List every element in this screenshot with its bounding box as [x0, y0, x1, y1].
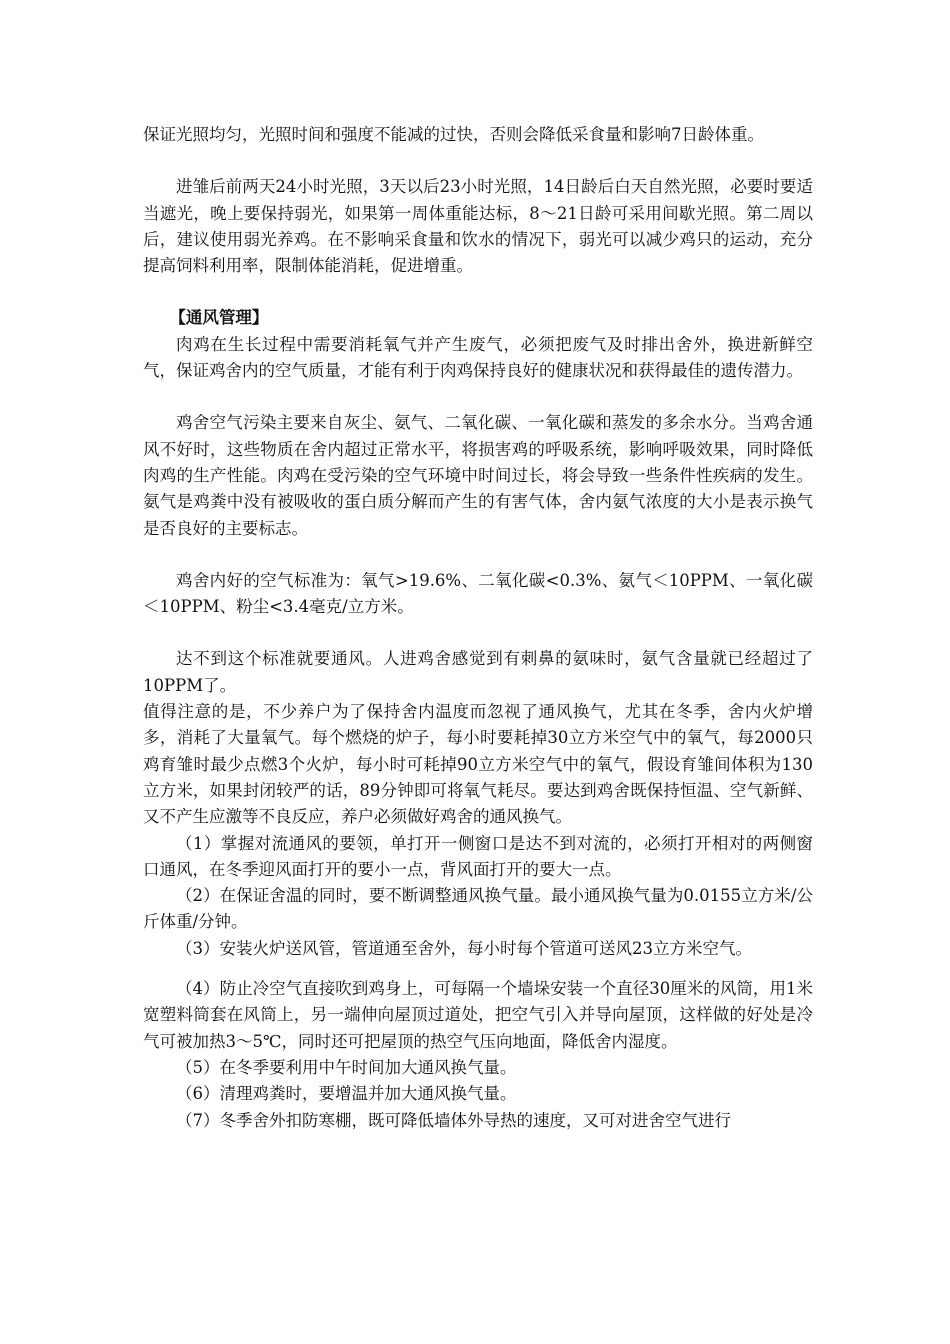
list-item-5: （5）在冬季要利用中午时间加大通风换气量。 [176, 1057, 517, 1077]
list-item-7: （7）冬季舍外扣防寒棚，既可降低墙体外导热的速度，又可对进舍空气进行 [176, 1110, 731, 1130]
paragraph-ventilation-intro: 肉鸡在生长过程中需要消耗氧气并产生废气，必须把废气及时排出舍外，换进新鲜空气，保证鸡舍内的空气质量，才能有利于肉鸡保持良好的健康状况和获得最佳的遗传潜力。 [143, 334, 813, 381]
section-heading-ventilation: 【通风管理】 [169, 308, 269, 328]
paragraph-air-standard: 鸡舍内好的空气标准为：氧气>19.6%、二氧化碳<0.3%、氨气＜10PPM、一氧化碳＜10PPM、粉尘<3.4毫克/立方米。 [143, 570, 813, 617]
document-page [143, 122, 813, 1134]
list-item-3: （3）安装火炉送风管，管道通至舍外，每小时每个管道可送风23立方米空气。 [176, 938, 752, 958]
paragraph-lighting-uniform: 保证光照均匀，光照时间和强度不能减的过快，否则会降低采食量和影响7日龄体重。 [143, 125, 764, 144]
list-item-6: （6）清理鸡粪时，要增温并加大通风换气量。 [176, 1084, 517, 1104]
paragraph-ventilation-need: 达不到这个标准就要通风。人进鸡舍感觉到有刺鼻的氨味时，氨气含量就已经超过了10PPM了。 [143, 649, 813, 695]
list-item-1: （1）掌握对流通风的要领，单打开一侧窗口是达不到对流的，必须打开相对的两侧窗口通风，在冬季迎风面打开的要小一点，背风面打开的要大一点。 [143, 833, 813, 879]
list-item-4: （4）防止冷空气直接吹到鸡身上，可每隔一个墙垛安装一个直径30厘米的风筒，用1米宽塑料筒套在风筒上，另一端伸向屋顶过道处，把空气引入并导向屋顶，这样做的好处是冷气可被加热3～5℃，同时还可把屋顶的热空气压向地面，降低舍内湿度。 [143, 979, 813, 1051]
paragraph-air-pollution: 鸡舍空气污染主要来自灰尘、氨气、二氧化碳、一氧化碳和蒸发的多余水分。当鸡舍通风不好时，这些物质在舍内超过正常水平，将损害鸡的呼吸系统，影响呼吸效果，同时降低肉鸡的生产性能。肉鸡在受污染的空气环境中时间过长，将会导致一些条件性疾病的发生。氨气是鸡粪中没有被吸收的蛋白质分解而产生的有害气体，舍内氨气浓度的大小是表示换气是否良好的主要标志。 [143, 413, 813, 538]
list-item-2: （2）在保证舍温的同时，要不断调整通风换气量。最小通风换气量为0.0155立方米/公斤体重/分钟。 [143, 886, 813, 932]
paragraph-lighting-schedule: 进雏后前两天24小时光照，3天以后23小时光照，14日龄后白天自然光照，必要时要适当遮光，晚上要保持弱光，如果第一周体重能达标，8～21日龄可采用间歇光照。第二周以后，建议使用弱光养鸡。在不影响采食量和饮水的情况下，弱光可以减少鸡只的运动，充分提高饲料利用率，限制体能消耗，促进增重。 [143, 177, 813, 276]
paragraph-oxygen-consumption: 值得注意的是，不少养户为了保持舍内温度而忽视了通风换气，尤其在冬季，舍内火炉增多，消耗了大量氧气。每个燃烧的炉子，每小时要耗掉30立方米空气中的氧气，每2000只鸡育雏时最少点燃3个火炉，每小时可耗掉90立方米空气中的氧气，假设育雏间体积为130立方米，如果封闭较严的话，89分钟即可将氧气耗尽。要达到鸡舍既保持恒温、空气新鲜、又不产生应激等不良反应，养户必须做好鸡舍的通风换气。 [143, 702, 813, 827]
